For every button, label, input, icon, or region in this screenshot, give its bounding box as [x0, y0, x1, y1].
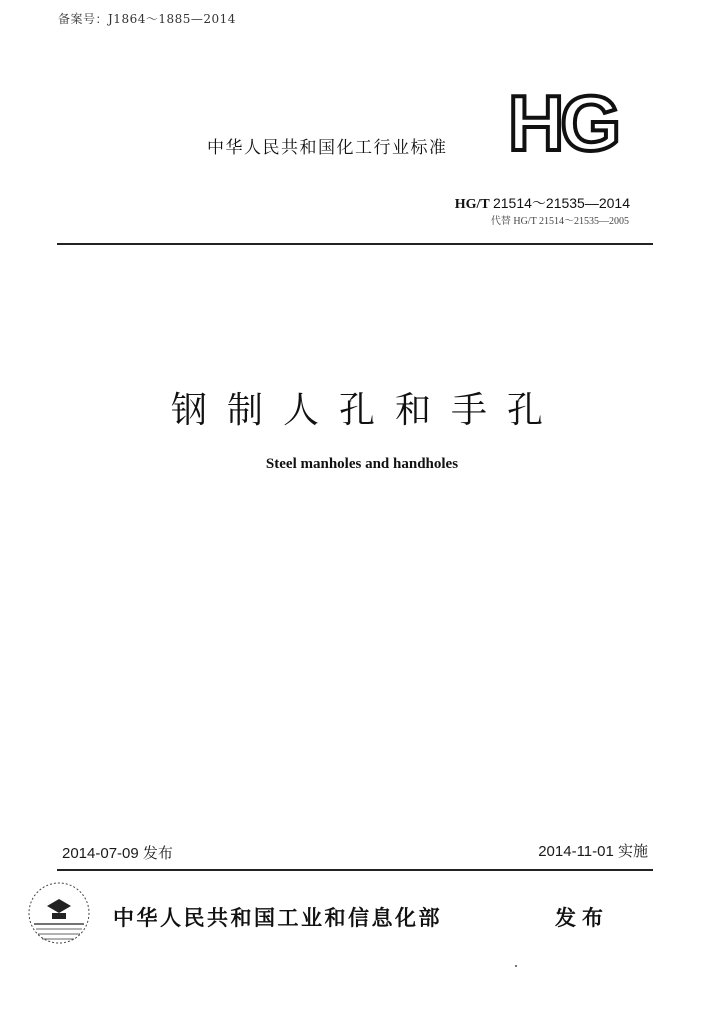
standard-code-prefix: HG/T: [454, 197, 490, 212]
standard-code: [455, 193, 630, 213]
publisher-name: 中华人民共和国工业和信息化部: [113, 906, 442, 930]
header-divider: [57, 243, 653, 245]
record-number: 备案号：J1864～1885—2014: [58, 12, 236, 26]
publisher-seal-icon: [14, 878, 104, 948]
implementation-date: 2014-11-01 实施: [538, 843, 648, 860]
document-title: 钢制人孔和手孔: [170, 390, 563, 431]
replaces-note: 代替 HG/T 21514～21535—2005: [490, 216, 629, 227]
footer-divider: [57, 869, 653, 871]
standard-category: 中华人民共和国化工行业标准: [207, 138, 448, 158]
issue-date: 2014-07-09 发布: [62, 845, 173, 862]
document-title-english: Steel manholes and handholes: [265, 456, 459, 472]
logo-text: HG: [508, 90, 617, 154]
standard-code-number: 21514～21535—2014: [492, 195, 630, 211]
scan-speck: [515, 965, 517, 967]
publish-label: 发布: [555, 906, 609, 930]
hg-logo: [508, 90, 634, 154]
